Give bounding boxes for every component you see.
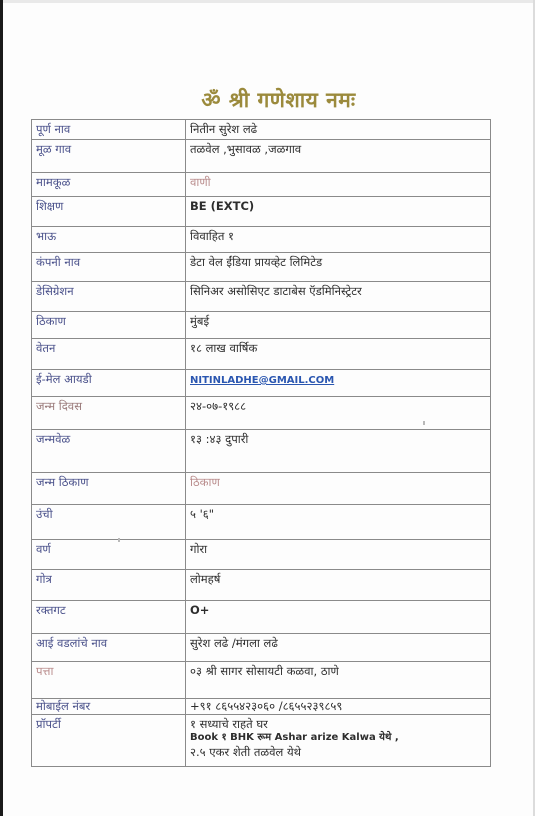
- email-link[interactable]: NITINLADHE@GMAIL.COM: [190, 375, 335, 386]
- row-value: १८ लाख वार्षिक: [186, 339, 491, 370]
- table-row: [32, 140, 491, 173]
- table-row: [32, 197, 491, 227]
- row-label: रक्तगट: [32, 601, 186, 634]
- row-value: [186, 370, 491, 397]
- row-label: प्रॉपर्टी: [32, 715, 186, 767]
- table-row: [32, 227, 491, 253]
- row-value: गोरा: [186, 540, 491, 570]
- table-row: [32, 339, 491, 370]
- scan-speck: [423, 421, 425, 425]
- table-row: [32, 699, 491, 715]
- table-row: [32, 120, 491, 140]
- property-line: २.५ एकर शेती तळवेल येथे: [190, 745, 301, 759]
- table-row: [32, 601, 491, 634]
- row-label: आई वडलांचे नाव: [32, 634, 186, 662]
- row-label: कंपनी नाव: [32, 253, 186, 282]
- row-value: डेटा वेल ईंडिया प्रायव्हेट लिमिटेड: [186, 253, 491, 282]
- table-row: [32, 370, 491, 397]
- row-label: वर्ण: [32, 540, 186, 570]
- table-row: [32, 173, 491, 197]
- document-heading: ॐ श्री गणेशाय नमः: [201, 88, 356, 112]
- row-label: ई-मेल आयडी: [32, 370, 186, 397]
- row-value: [186, 715, 491, 767]
- row-value: लोमहर्ष: [186, 570, 491, 601]
- row-value: २४-०७-१९८८: [186, 397, 491, 430]
- row-label: पत्ता: [32, 662, 186, 699]
- scan-edge-left: [0, 0, 3, 816]
- table-row: [32, 570, 491, 601]
- row-label: उंची: [32, 505, 186, 540]
- table-row: [32, 430, 491, 473]
- table-row: [32, 397, 491, 430]
- row-value: १३ :४३ दुपारी: [186, 430, 491, 473]
- row-label: पूर्ण नाव: [32, 120, 186, 140]
- table-row: [32, 540, 491, 570]
- row-label: ठिकाण: [32, 312, 186, 339]
- row-label: जन्म दिवस: [32, 397, 186, 430]
- row-label: वेतन: [32, 339, 186, 370]
- property-line: Book १ BHK रूम Ashar arize Kalwa येथे ,: [190, 732, 399, 743]
- row-value: नितीन सुरेश लढे: [186, 120, 491, 140]
- row-label: मोबाईल नंबर: [32, 699, 186, 715]
- scan-speck: [118, 538, 120, 542]
- row-label: मामकूळ: [32, 173, 186, 197]
- row-label: डेसिग्रेशन: [32, 282, 186, 312]
- row-value: ठिकाण: [186, 473, 491, 505]
- table-row: [32, 253, 491, 282]
- table-row: [32, 312, 491, 339]
- row-label: जन्म ठिकाण: [32, 473, 186, 505]
- row-label: गोत्र: [32, 570, 186, 601]
- row-label: जन्मवेळ: [32, 430, 186, 473]
- row-label: मूळ गाव: [32, 140, 186, 173]
- row-value: विवाहित १: [186, 227, 491, 253]
- row-value: ०३ श्री सागर सोसायटी कळवा, ठाणे: [186, 662, 491, 699]
- row-value: +९१ ८६५५४२३०६० /८६५५२३९८५९: [186, 699, 491, 715]
- row-value: मुंबई: [186, 312, 491, 339]
- table-row: [32, 473, 491, 505]
- row-label: भाऊ: [32, 227, 186, 253]
- table-row: [32, 715, 491, 767]
- table-row: [32, 634, 491, 662]
- biodata-table: [31, 119, 491, 767]
- scan-edge-top: [0, 0, 535, 3]
- property-line: १ सध्याचे राहते घर: [190, 717, 268, 731]
- row-label: शिक्षण: [32, 197, 186, 227]
- row-value: सुरेश लढे /मंगला लढे: [186, 634, 491, 662]
- row-value: तळवेल ,भुसावळ ,जळगाव: [186, 140, 491, 173]
- row-value: ५ '६": [186, 505, 491, 540]
- row-value: सिनिअर असोसिएट डाटाबेस ऍडमिनिस्ट्रेटर: [186, 282, 491, 312]
- table-row: [32, 505, 491, 540]
- row-value: वाणी: [186, 173, 491, 197]
- row-value: BE (EXTC): [186, 197, 491, 227]
- table-row: [32, 662, 491, 699]
- row-value: O+: [186, 601, 491, 634]
- table-row: [32, 282, 491, 312]
